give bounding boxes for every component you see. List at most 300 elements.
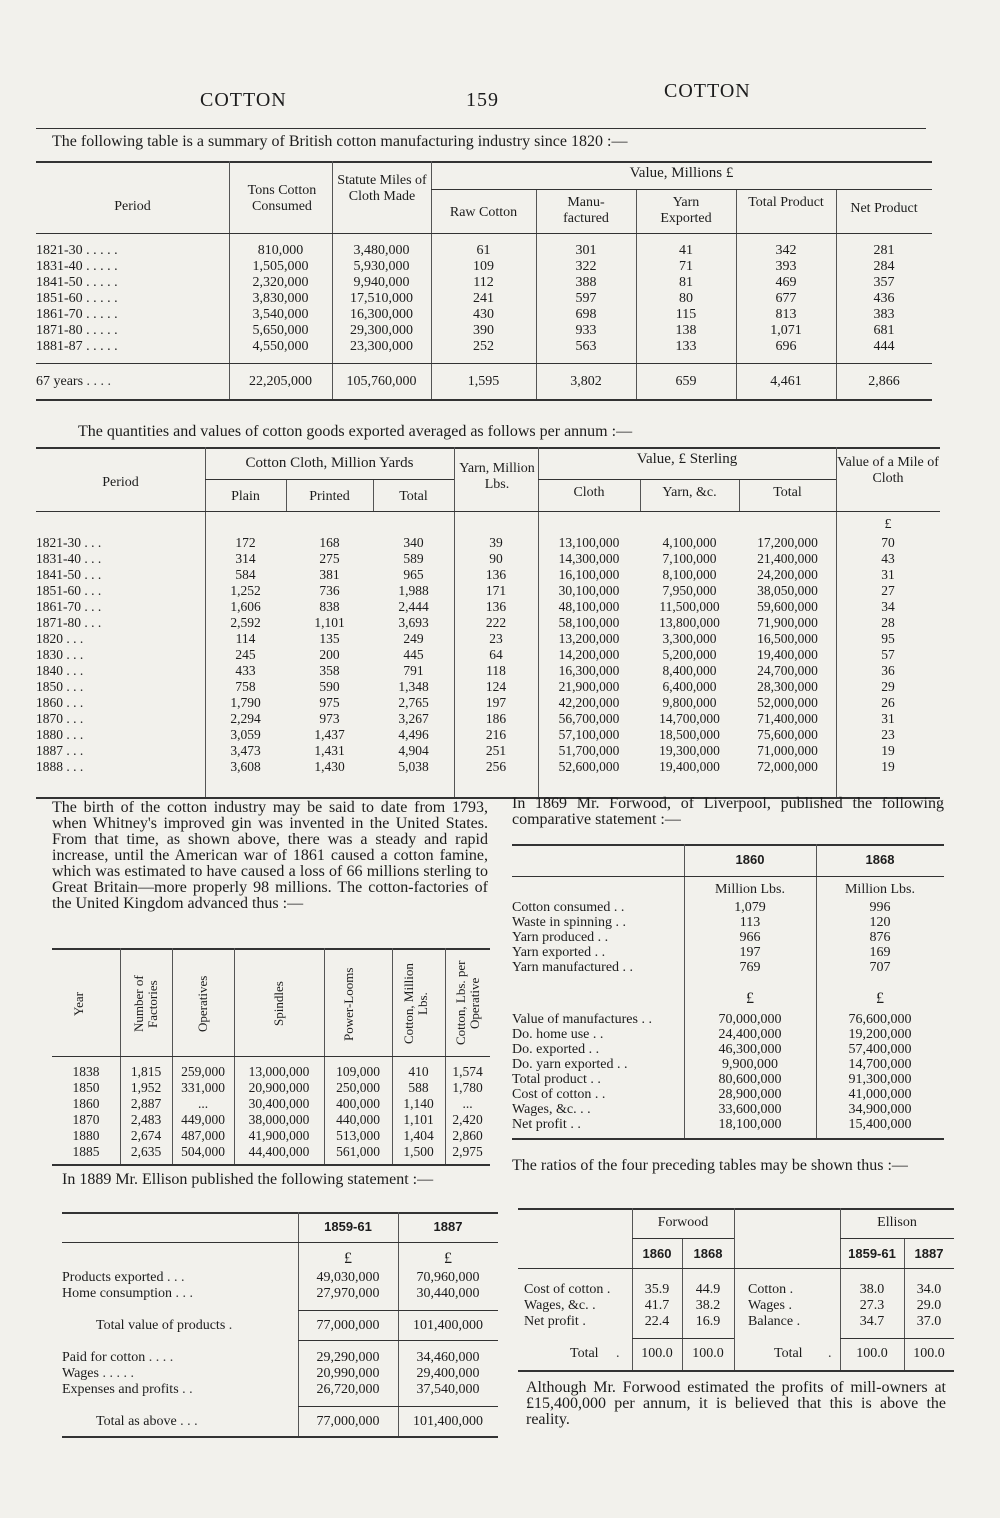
col-v-yarn: Yarn, &c.: [662, 485, 717, 500]
table-row: [36, 615, 940, 631]
table-row: [512, 1042, 944, 1057]
period-cell: 1840 . . .: [36, 663, 84, 678]
period-cell: 1821-30 . . . . .: [36, 243, 118, 258]
value-cell: 933: [575, 323, 597, 338]
forwood-lbs-rows: [512, 900, 944, 975]
forwood-table: [512, 844, 944, 1140]
value-cell: 3,267: [398, 711, 429, 726]
value-cell: 70: [881, 535, 895, 550]
period-cell: 1831-40 . . .: [36, 551, 102, 566]
value-cell: 31: [881, 711, 895, 726]
col-power-looms: Power-Looms: [341, 967, 356, 1041]
table-row: [36, 275, 932, 291]
value-cell: 698: [575, 307, 597, 322]
year-cell: 1850: [72, 1080, 100, 1095]
value-cell: 440,000: [336, 1112, 380, 1127]
value-cell: 30,100,000: [558, 583, 620, 598]
value-cell: 16.9: [695, 1314, 721, 1329]
value-cell: 1,437: [314, 727, 345, 742]
value-cell: 61: [476, 243, 491, 258]
table-row: [36, 307, 932, 323]
period-cell: 1820 . . .: [36, 631, 84, 646]
value-cell: 114: [235, 631, 256, 646]
value-cell: 1,500: [403, 1144, 434, 1159]
row-label: Net profit .: [524, 1314, 586, 1329]
value-cell: 449,000: [181, 1112, 225, 1127]
value-cell: 197: [739, 945, 761, 960]
paragraph-forwood: In 1869 Mr. Forwood, of Liverpool, published the following comparative statement :—: [512, 795, 944, 828]
col-forwood: Forwood: [657, 1215, 709, 1230]
value-cell: 76,600,000: [848, 1012, 912, 1027]
period-cell: 1880 . . .: [36, 727, 84, 742]
row-label: Do. home use . .: [512, 1027, 604, 1042]
value-cell: 23: [881, 727, 895, 742]
table-row: [518, 1282, 954, 1298]
summary-body: [36, 243, 932, 355]
value-cell: 72,000,000: [757, 759, 818, 774]
period-cell: 1861-70 . . .: [36, 599, 102, 614]
total-cell: 1,595: [467, 374, 500, 389]
table-row: [36, 695, 940, 711]
table-row: [512, 1027, 944, 1042]
value-cell: 965: [403, 567, 424, 582]
table-row: [52, 1112, 490, 1128]
table-row: [52, 1080, 490, 1096]
value-cell: 71,000,000: [757, 743, 818, 758]
row-label: Cost of cotton . .: [512, 1087, 606, 1102]
value-cell: 133: [675, 339, 697, 354]
value-cell: 707: [869, 960, 891, 975]
value-cell: 118: [486, 663, 506, 678]
col-total: Total: [399, 489, 428, 504]
value-cell: 19,400,000: [659, 759, 720, 774]
row-paid-cotton: Paid for cotton . . . . 29,290,000 34,460,000: [62, 1350, 480, 1365]
value-cell: 381: [319, 567, 340, 582]
value-cell: 58,100,000: [558, 615, 620, 630]
value-cell: 57,400,000: [848, 1042, 912, 1057]
value-cell: 259,000: [181, 1064, 225, 1079]
col-1860: 1860: [735, 852, 765, 867]
table-row: [36, 599, 940, 615]
row-home-consumption: Home consumption . . . 27,970,000 30,440,000: [62, 1286, 480, 1301]
period-cell: 1871-80 . . . . .: [36, 323, 118, 338]
value-cell: 390: [473, 323, 494, 338]
value-cell: 56,700,000: [558, 711, 620, 726]
value-cell: 109: [473, 259, 494, 274]
value-cell: 27.3: [859, 1298, 885, 1313]
total-cell: 4,461: [770, 374, 802, 389]
value-cell: 322: [575, 259, 597, 274]
col-operatives: Operatives: [195, 975, 210, 1033]
value-cell: 2,765: [398, 695, 429, 710]
period-cell: 1881-87 . . . . .: [36, 339, 118, 354]
value-cell: 3,608: [230, 759, 261, 774]
value-cell: 21,900,000: [558, 679, 620, 694]
value-cell: 563: [575, 339, 597, 354]
value-cell: 469: [775, 275, 797, 290]
value-cell: 584: [235, 567, 256, 582]
value-cell: 357: [873, 275, 895, 290]
table-row: [36, 339, 932, 355]
value-cell: 4,496: [398, 727, 429, 742]
value-cell: 57: [881, 647, 895, 662]
value-cell: 52,600,000: [558, 759, 620, 774]
table-row: [512, 1057, 944, 1072]
value-cell: 34: [881, 599, 895, 614]
value-cell: 3,540,000: [252, 307, 309, 322]
value-cell: 38.2: [695, 1298, 721, 1313]
value-cell: 838: [319, 599, 340, 614]
ratios-rows: [518, 1282, 954, 1330]
paragraph-ratios: The ratios of the four preceding tables may be shown thus :—: [512, 1157, 908, 1174]
value-cell: 973: [319, 711, 340, 726]
value-cell: 71,400,000: [757, 711, 818, 726]
value-cell: 4,904: [398, 743, 429, 758]
value-cell: 791: [403, 663, 424, 678]
value-cell: 22.4: [644, 1314, 670, 1329]
value-cell: 95: [881, 631, 895, 646]
row-label: Value of manufactures . .: [512, 1012, 652, 1027]
value-cell: 8,400,000: [662, 663, 717, 678]
table-row: [518, 1314, 954, 1330]
table-row: [36, 679, 940, 695]
value-cell: 14,300,000: [558, 551, 620, 566]
ratios-table: [518, 1208, 954, 1372]
value-cell: 29,300,000: [350, 323, 413, 338]
value-cell: 388: [575, 275, 597, 290]
period-cell: 1841-50 . . .: [36, 567, 102, 582]
value-cell: 2,975: [452, 1144, 483, 1159]
value-cell: 222: [485, 615, 507, 630]
period-cell: 1841-50 . . . . .: [36, 275, 118, 290]
row-label: Wages, &c. . .: [512, 1102, 591, 1117]
total-cell: 3,802: [570, 374, 602, 389]
pound-unit: £: [344, 1250, 352, 1267]
col-total: Total Product: [748, 195, 824, 210]
value-cell: 14,700,000: [848, 1057, 912, 1072]
table-row: [36, 631, 940, 647]
value-cell: 71,900,000: [757, 615, 818, 630]
value-cell: 33,600,000: [718, 1102, 782, 1117]
period-cell: 1821-30 . . .: [36, 535, 102, 550]
table-row: [512, 1102, 944, 1117]
value-cell: 19,200,000: [848, 1027, 912, 1042]
col-e-1859-61: 1859-61: [848, 1246, 896, 1261]
value-cell: 2,444: [398, 599, 429, 614]
row-label: Do. yarn exported . .: [512, 1057, 628, 1072]
value-cell: 487,000: [181, 1128, 225, 1143]
running-head-left: COTTON: [200, 89, 287, 111]
value-cell: 256: [485, 759, 507, 774]
value-cell: 24,200,000: [757, 567, 818, 582]
value-cell: 124: [485, 679, 507, 694]
value-cell: 410: [408, 1064, 429, 1079]
year-cell: 1860: [72, 1096, 100, 1111]
summary-table: [36, 161, 932, 401]
table-row: [36, 243, 932, 259]
row-total-value: Total value of products . 77,000,000 101,400,000: [96, 1318, 483, 1333]
value-cell: 35.9: [644, 1282, 670, 1297]
value-cell: 8,100,000: [662, 567, 717, 582]
value-cell: 1,404: [403, 1128, 434, 1143]
value-cell: 16,300,000: [558, 663, 620, 678]
value-cell: 28,300,000: [757, 679, 818, 694]
value-cell: 23: [489, 631, 503, 646]
value-cell: 2,674: [130, 1128, 162, 1143]
col-printed: Printed: [309, 489, 350, 504]
value-cell: 136: [485, 567, 507, 582]
value-cell: 5,930,000: [353, 259, 410, 274]
row-label: Cotton consumed . .: [512, 900, 625, 915]
value-cell: 813: [775, 307, 797, 322]
value-cell: 13,200,000: [558, 631, 620, 646]
table-row: [512, 915, 944, 930]
col-manufactured: Manu-factured: [563, 195, 609, 226]
value-cell: 27: [881, 583, 895, 598]
col-mile-value: Value of a Mile of Cloth: [837, 455, 939, 486]
value-cell: 1,574: [452, 1064, 483, 1079]
table-row: [518, 1298, 954, 1314]
value-cell: 445: [403, 647, 424, 662]
value-cell: 168: [319, 535, 340, 550]
factories-table: [52, 948, 490, 1166]
value-cell: 251: [485, 743, 507, 758]
value-cell: 38.0: [859, 1282, 885, 1297]
total-cell: 105,760,000: [346, 374, 417, 389]
value-cell: 57,100,000: [558, 727, 620, 742]
header-rule: [36, 128, 926, 129]
row-label: Wages, &c. .: [524, 1298, 596, 1313]
value-cell: 513,000: [336, 1128, 380, 1143]
row-label: Do. exported . .: [512, 1042, 600, 1057]
value-cell: 80: [679, 291, 693, 306]
table-row: [36, 291, 932, 307]
value-cell: ...: [197, 1096, 209, 1111]
period-cell: 1831-40 . . . . .: [36, 259, 118, 274]
exports-table: [36, 447, 940, 799]
value-cell: 13,000,000: [248, 1064, 310, 1079]
value-cell: 314: [235, 551, 256, 566]
col-period: Period: [114, 199, 151, 214]
value-cell: 17,200,000: [757, 535, 818, 550]
value-cell: 250,000: [336, 1080, 380, 1095]
table-row: [36, 727, 940, 743]
row-label: Net profit . .: [512, 1117, 581, 1132]
value-cell: 81: [679, 275, 693, 290]
value-cell: 16,500,000: [757, 631, 818, 646]
period-cell: 1871-80 . . .: [36, 615, 102, 630]
value-cell: 19,300,000: [659, 743, 720, 758]
table-row: [36, 647, 940, 663]
value-cell: 1,430: [314, 759, 345, 774]
col-v-cloth: Cloth: [573, 485, 605, 500]
value-cell: 138: [675, 323, 697, 338]
value-cell: 3,830,000: [252, 291, 309, 306]
row-label: Yarn produced . .: [512, 930, 609, 945]
value-cell: 436: [873, 291, 895, 306]
value-cell: 59,600,000: [757, 599, 818, 614]
value-cell: 340: [403, 535, 424, 550]
col-f-1860: 1860: [642, 1246, 672, 1261]
value-cell: 876: [869, 930, 891, 945]
value-cell: 433: [235, 663, 256, 678]
intro-table2: The quantities and values of cotton goods exported averaged as follows per annum :—: [78, 423, 633, 440]
value-cell: 2,887: [130, 1096, 162, 1111]
value-cell: 5,650,000: [252, 323, 309, 338]
paragraph-ellison: In 1889 Mr. Ellison published the following statement :—: [62, 1171, 434, 1188]
value-cell: 28,900,000: [718, 1087, 782, 1102]
table-row: [512, 945, 944, 960]
value-cell: 975: [319, 695, 340, 710]
value-cell: 281: [873, 243, 895, 258]
pound-unit: £: [876, 990, 884, 1007]
year-cell: 1880: [72, 1128, 100, 1143]
value-cell: 197: [485, 695, 507, 710]
value-cell: 31: [881, 567, 895, 582]
table-row: [36, 323, 932, 339]
value-cell: 44,400,000: [248, 1144, 310, 1159]
value-cell: 115: [675, 307, 697, 322]
value-cell: 1,079: [734, 900, 766, 915]
value-cell: 38,050,000: [757, 583, 818, 598]
value-cell: 2,635: [130, 1144, 162, 1159]
value-cell: 16,100,000: [558, 567, 620, 582]
table-row: [512, 1087, 944, 1102]
value-cell: 383: [873, 307, 895, 322]
paragraph-conclusion: Although Mr. Forwood estimated the profits of mill-owners at £15,400,000 per annum, it is believed that this is above the reality.: [526, 1379, 946, 1428]
value-cell: 41,000,000: [848, 1087, 912, 1102]
table-row: [36, 535, 940, 551]
value-cell: 249: [403, 631, 424, 646]
value-cell: 186: [485, 711, 507, 726]
value-cell: 358: [319, 663, 340, 678]
col-cotton-mlbs: Cotton, Million Lbs.: [401, 963, 430, 1045]
value-cell: 2,592: [230, 615, 261, 630]
value-cell: 677: [775, 291, 797, 306]
value-cell: 4,550,000: [252, 339, 309, 354]
value-cell: 996: [869, 900, 891, 915]
row-label: Wages .: [748, 1298, 792, 1313]
row-label: Yarn manufactured . .: [512, 960, 634, 975]
value-cell: 200: [319, 647, 340, 662]
intro-table1: The following table is a summary of British cotton manufacturing industry since 1820 :—: [52, 133, 628, 150]
value-cell: 681: [873, 323, 895, 338]
table-row: [36, 663, 940, 679]
table-row: [512, 900, 944, 915]
value-cell: 1,348: [398, 679, 429, 694]
value-cell: 1,140: [403, 1096, 434, 1111]
value-cell: 34,900,000: [848, 1102, 912, 1117]
value-cell: 80,600,000: [718, 1072, 782, 1087]
value-cell: 90: [489, 551, 503, 566]
col-yarn: Yarn Exported: [660, 195, 712, 226]
total-label: 67 years: [36, 374, 84, 389]
row-label: Waste in spinning . .: [512, 915, 626, 930]
value-cell: 13,800,000: [659, 615, 720, 630]
value-cell: 430: [473, 307, 494, 322]
value-cell: 301: [575, 243, 597, 258]
value-cell: 29: [881, 679, 895, 694]
value-cell: 1,252: [230, 583, 261, 598]
col-1868: 1868: [865, 852, 895, 867]
value-cell: 26: [881, 695, 895, 710]
table-row: [512, 960, 944, 975]
value-cell: 241: [473, 291, 494, 306]
value-cell: 34.0: [916, 1282, 942, 1297]
table-row: [52, 1064, 490, 1080]
col-value-sterling: Value, £ Sterling: [636, 451, 738, 467]
value-cell: 3,300,000: [662, 631, 717, 646]
table-row: [512, 1117, 944, 1132]
col-e-1887: 1887: [914, 1246, 944, 1261]
row-label: Cost of cotton .: [524, 1282, 611, 1297]
row-label: Cotton .: [748, 1282, 794, 1297]
col-plain: Plain: [231, 489, 260, 504]
value-cell: 34.7: [859, 1314, 885, 1329]
value-cell: 342: [775, 243, 797, 258]
col-year: Year: [71, 992, 86, 1016]
value-cell: 1,505,000: [252, 259, 309, 274]
value-cell: 769: [739, 960, 761, 975]
value-cell: 966: [739, 930, 761, 945]
row-products-exported: Products exported . . . 49,030,000 70,960,000: [62, 1270, 480, 1285]
period-cell: 1851-60 . . .: [36, 583, 102, 598]
value-millions-header: Value, Millions £: [629, 165, 734, 181]
col-net: Net Product: [850, 201, 918, 216]
value-cell: 758: [235, 679, 256, 694]
factories-body: [52, 1064, 490, 1160]
unit-million-lbs: Million Lbs.: [714, 882, 785, 897]
table-row: [36, 259, 932, 275]
value-cell: 2,294: [230, 711, 261, 726]
col-f-1868: 1868: [693, 1246, 723, 1261]
value-cell: 19: [881, 743, 895, 758]
value-cell: 1,780: [452, 1080, 483, 1095]
value-cell: 70,000,000: [718, 1012, 782, 1027]
row-wages: Wages . . . . . 20,990,000 29,400,000: [62, 1366, 480, 1381]
value-cell: 6,400,000: [662, 679, 717, 694]
table-row: [36, 551, 940, 567]
value-cell: 30,400,000: [248, 1096, 310, 1111]
pound-unit: £: [884, 517, 892, 532]
table-row: [36, 567, 940, 583]
col-yarn-lbs: Yarn, Million Lbs.: [459, 461, 535, 492]
pound-unit: £: [444, 1250, 452, 1267]
ellison-table: [62, 1212, 498, 1438]
value-cell: 24,700,000: [757, 663, 818, 678]
value-cell: 504,000: [181, 1144, 225, 1159]
value-cell: 48,100,000: [558, 599, 620, 614]
period-cell: 1850 . . .: [36, 679, 84, 694]
value-cell: 24,400,000: [718, 1027, 782, 1042]
table-row: [36, 743, 940, 759]
value-cell: 169: [869, 945, 891, 960]
value-cell: 64: [489, 647, 503, 662]
value-cell: 1,815: [130, 1064, 162, 1079]
value-cell: 39: [489, 535, 503, 550]
value-cell: 5,200,000: [662, 647, 717, 662]
col-period: Period: [102, 475, 139, 490]
exports-body: [36, 535, 940, 775]
value-cell: 36: [881, 663, 895, 678]
value-cell: 135: [319, 631, 340, 646]
value-cell: ...: [462, 1096, 473, 1111]
value-cell: 2,320,000: [252, 275, 309, 290]
table-row: [52, 1144, 490, 1160]
table-row: [52, 1096, 490, 1112]
value-cell: 444: [873, 339, 895, 354]
value-cell: 252: [473, 339, 494, 354]
